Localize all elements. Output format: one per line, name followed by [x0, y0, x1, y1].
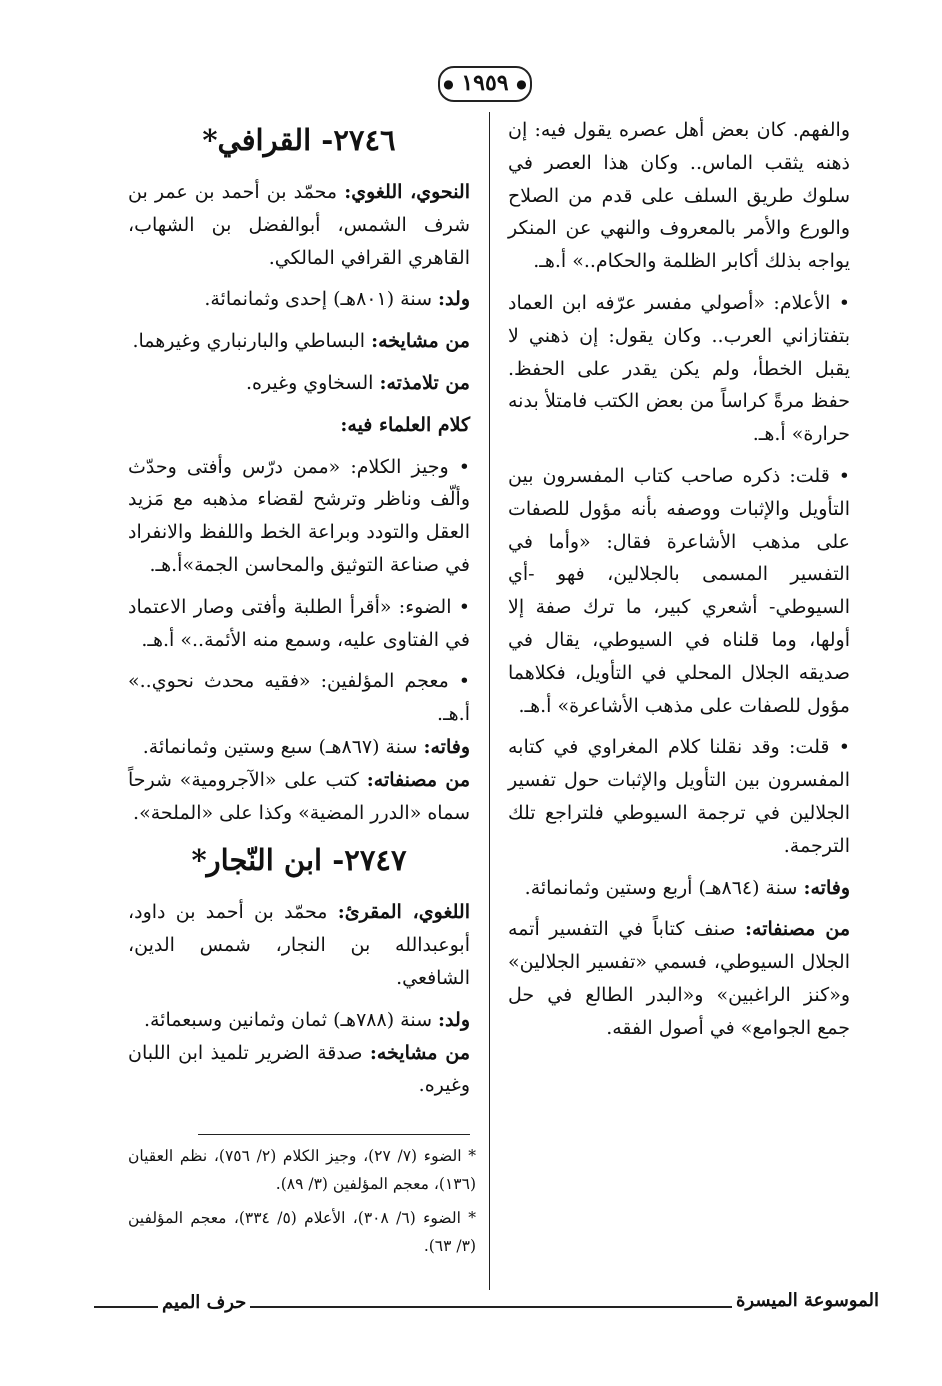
- paragraph: والفهم. كان بعض أهل عصره يقول فيه: إن ذهنه يثقب الماس.. وكان هذا العصر في سلوك طريق السلف على قدم من الصلاح والورع والأمر بالمعروف والنهي عن المنكر يواجه بذلك أكابر الظلمة والحكام..» أ.هـ.: [508, 119, 850, 273]
- entry-intro: [128, 896, 470, 994]
- ornament-dot-icon: ●: [516, 77, 527, 91]
- intro-text: محمّد بن أحمد بن داود، أبوعبدالله بن النجار، شمس الدين، الشافعي.: [128, 901, 470, 989]
- paragraph: • الأعلام: «أصولي مفسر عرّفه ابن العماد بتفتازاني العرب.. وكان يقول: إن ذهني لا يقبل الخطأ، ولم يكن يقدر على الحفظ. حفظ مرةً كراساً من بعض الكتب فامتلأ بدنه حرارة» أ.هـ.: [508, 291, 850, 446]
- students-line: [128, 367, 470, 400]
- students-text: السخاوي وغيره.: [245, 371, 374, 394]
- page-number-text: ١٩٥٩: [461, 70, 509, 96]
- death-line: [128, 731, 470, 764]
- footnote: * الضوء (٧/ ٢٧)، وجيز الكلام (٢/ ٧٥٦)، نظم العقيان (١٣٦)، معجم المؤلفين (٣/ ٨٩).: [128, 1147, 477, 1193]
- footnotes: [128, 1142, 476, 1266]
- scholars-heading: كلام العلماء فيه:: [340, 413, 470, 436]
- born-text: سنة (٧٨٨هـ) ثمان وثمانين وسبعمائة.: [143, 1008, 432, 1031]
- death-label: وفاته:: [423, 735, 470, 758]
- ornament-dot-icon: ●: [443, 77, 454, 91]
- quote: • وجيز الكلام: «ممن درّس وأفتى وحدّث وألّف وناظر وترشح لقضاء مذهبه مع مَزيد العقل والتودد وبراعة الخط واللفظ والانفراد في صناعة التوثيق والمحاسن الجمة»أ.هـ.: [128, 455, 470, 576]
- born-text: سنة (٨٠١هـ) إحدى وثمانمائة.: [204, 288, 432, 311]
- footer-section: حرف الميم: [158, 1292, 250, 1313]
- footnote: * الضوء (٦/ ٣٠٨)، الأعلام (٥/ ٣٣٤)، معجم المؤلفين (٣/ ٦٣).: [128, 1209, 476, 1255]
- teachers-label: من مشايخه:: [369, 1041, 470, 1064]
- teachers-label: من مشايخه:: [371, 330, 470, 353]
- works-text: كتب على «الآجرومية» شرحاً سماه «الدرر المضية» وكذا على «الملحة».: [128, 768, 470, 824]
- page-number: [438, 66, 532, 102]
- death-line: [508, 872, 850, 905]
- teachers-line: [128, 325, 470, 358]
- entry-intro: [128, 176, 470, 274]
- right-column: [508, 114, 850, 1054]
- death-text: سنة (٨٦٤هـ) أربع وستين وثمانمائة.: [524, 876, 798, 899]
- works-label: من مصنفاته:: [366, 768, 470, 791]
- paragraph: • قلت: ذكره صاحب كتاب المفسرون بين التأويل والإثبات ووصفه بأنه مؤول للصفات على مذهب الأشاعرة فقال: «وأما في التفسير المسمى بالجلالين، فهو -أي السيوطي- أشعري كبير، ما ترك صفة إلا أولها، وما قلناه في السيوطي، يقال في صديقه الجلال المحلي في التأويل، فكلاهما مؤول للصفات على مذهب الأشاعرة» أ.هـ.: [508, 464, 850, 717]
- death-label: وفاته:: [803, 876, 850, 899]
- intro-label: النحوي، اللغوي:: [344, 181, 470, 203]
- footer-book-title: الموسوعة الميسرة: [732, 1290, 883, 1311]
- students-label: من تلامذته:: [379, 371, 470, 394]
- teachers-text: البساطي والبارنباري وغيرهما.: [132, 330, 366, 353]
- works-line: [508, 913, 850, 1044]
- works-label: من مصنفاته:: [745, 918, 851, 941]
- death-text: سنة (٨٦٧هـ) سبع وستين وثمانمائة.: [142, 735, 418, 758]
- column-divider: [489, 112, 490, 1290]
- intro-text: محمّد بن أحمد بن عمر بن شرف الشمس، أبوالفضل بن الشهاب، القاهري القرافي المالكي.: [128, 181, 470, 269]
- works-line: [128, 764, 470, 830]
- born-line: [128, 283, 470, 316]
- entry-title: ٢٧٤٧- ابن النّجار*: [191, 843, 407, 878]
- intro-label: اللغوي، المقرئ:: [337, 901, 470, 924]
- teachers-text: صدقة الضرير تلميذ ابن اللبان وغيره.: [128, 1041, 470, 1097]
- works-text: صنف كتاباً في التفسير أتمه الجلال السيوطي، فسمي «تفسير الجلالين» و«كنز الراغبين» و«البدر الطالع في حل جمع الجوامع» في أصول الفقه.: [508, 918, 850, 1039]
- born-label: ولد:: [438, 1008, 470, 1031]
- left-column: [128, 114, 470, 1111]
- quote: • معجم المؤلفين: «فقيه محدث نحوي..» أ.هـ.: [128, 670, 470, 726]
- footnote-rule: [198, 1134, 470, 1135]
- teachers-line: [128, 1037, 470, 1103]
- born-label: ولد:: [438, 288, 470, 311]
- quote: • الضوء: «أقرأ الطلبة وأفتى وصار الاعتماد في الفتاوى عليه، وسمع منه الأئمة..» أ.هـ.: [128, 595, 470, 651]
- born-line: [128, 1004, 470, 1037]
- entry-title: ٢٧٤٦- القرافي*: [202, 123, 396, 157]
- paragraph: • قلت: وقد نقلنا كلام المغراوي في كتابه المفسرون بين التأويل والإثبات حول تفسير الجلالين في ترجمة السيوطي فلتراجع تلك الترجمة.: [508, 736, 850, 857]
